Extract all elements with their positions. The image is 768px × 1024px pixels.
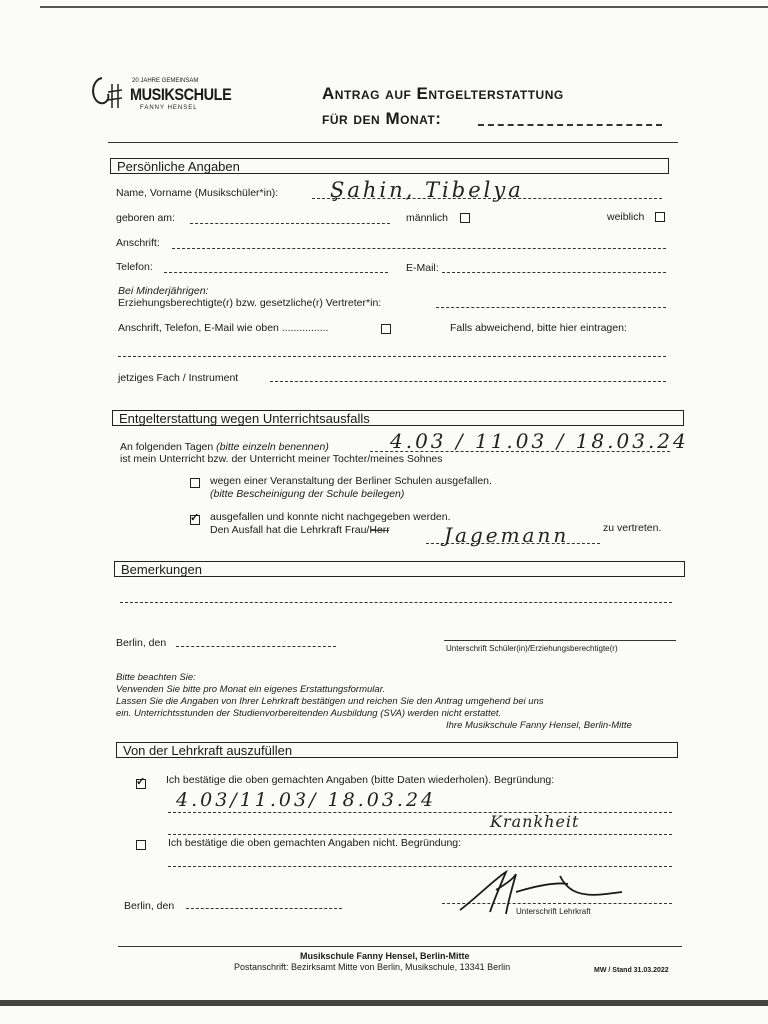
same-contact-label: Anschrift, Telefon, E-Mail wie oben ................	[118, 322, 329, 334]
phone-label: Telefon:	[116, 261, 153, 273]
subject-field[interactable]	[270, 381, 666, 382]
student-signature-caption: Unterschrift Schüler(in)/Erziehungsberechtigte(r)	[446, 644, 618, 653]
days-label-continued: ist mein Unterricht bzw. der Unterricht meiner Tochter/meines Sohnes	[120, 453, 443, 465]
scan-bottom-edge	[0, 1000, 768, 1006]
section-remarks-heading: Bemerkungen	[114, 561, 685, 577]
logo-sub: FANNY HENSEL	[140, 105, 198, 111]
female-label: weiblich	[607, 211, 645, 223]
footer-rule	[118, 946, 682, 947]
confirm-dates-handwritten: 4.03/11.03/ 18.03.24	[176, 789, 437, 811]
teacher-deny-label: Ich bestätige die oben gemachten Angaben nicht. Begründung:	[168, 837, 462, 849]
header-rule	[108, 142, 678, 143]
section-refund-heading: Entgelterstattung wegen Unterrichtsausfalls	[112, 410, 684, 426]
option-event-hint: (bitte Bescheinigung der Schule beilegen)	[210, 488, 405, 500]
section-teacher-heading: Von der Lehrkraft auszufüllen	[116, 742, 678, 758]
days-handwritten-value: 4.03 / 11.03 / 18.03.24	[390, 429, 689, 453]
city-date-field[interactable]	[176, 646, 336, 647]
teacher-confirm-checkbox[interactable]	[136, 779, 146, 789]
teacher-responsible-label: Den Ausfall hat die Lehrkraft Frau/Herr	[210, 524, 390, 536]
email-field[interactable]	[442, 272, 666, 273]
notice-line-1: Verwenden Sie bitte pro Monat ein eigenes Erstattungsformular.	[116, 684, 386, 695]
confirm-reason-field[interactable]	[168, 834, 672, 835]
notice-signoff: Ihre Musikschule Fanny Hensel, Berlin-Mitte	[446, 720, 632, 731]
teacher-signature-caption: Unterschrift Lehrkraft	[516, 907, 591, 916]
responsible-suffix: zu vertreten.	[603, 522, 662, 534]
city-date-label: Berlin, den	[116, 637, 167, 649]
address-label: Anschrift:	[116, 237, 160, 249]
minors-label: Bei Minderjährigen:	[118, 285, 209, 297]
teacher-deny-checkbox[interactable]	[136, 840, 146, 850]
confirm-reason-handwritten: Krankheit	[490, 812, 580, 831]
guardian-field[interactable]	[436, 307, 666, 308]
teacher-city-date-field[interactable]	[186, 908, 342, 909]
deny-reason-field[interactable]	[168, 866, 672, 867]
notice-line-2: Lassen Sie die Angaben von Ihrer Lehrkraft bestätigen und reichen Sie den Antrag umgehend bei uns	[116, 696, 544, 707]
remarks-field[interactable]	[120, 602, 672, 603]
notice-heading: Bitte beachten Sie:	[116, 672, 196, 683]
option-event-label: wegen einer Veranstaltung der Berliner Schulen ausgefallen.	[210, 475, 492, 487]
confirm-dates-field[interactable]	[168, 812, 672, 813]
phone-field[interactable]	[164, 272, 388, 273]
frau-strikethrough	[370, 530, 389, 531]
days-label-main: An folgenden Tagen	[120, 441, 214, 453]
notice-line-3: ein. Unterrichtsstunden der Studienvorbereitenden Ausbildung (SVA) werden nicht erstattet.	[116, 708, 502, 719]
teacher-confirm-label: Ich bestätige die oben gemachten Angaben (bitte Daten wiederholen). Begründung:	[166, 774, 555, 786]
option-cancelled-checkbox[interactable]	[190, 515, 200, 525]
section-personal-heading: Persönliche Angaben	[110, 158, 669, 174]
teacher-city-date-label: Berlin, den	[124, 900, 175, 912]
month-field[interactable]	[478, 124, 662, 126]
logo-name: MUSIKSCHULE	[130, 85, 232, 104]
logo-top-line: 20 JAHRE GEMEINSAM	[132, 78, 199, 84]
school-logo	[88, 74, 232, 118]
born-field[interactable]	[190, 223, 390, 224]
male-checkbox[interactable]	[460, 213, 470, 223]
male-label: männlich	[406, 212, 449, 224]
teacher-handwritten-value: Jagemann	[444, 523, 570, 547]
days-label-hint: (bitte einzeln benennen)	[216, 441, 329, 453]
option-event-checkbox[interactable]	[190, 478, 200, 488]
name-label: Name, Vorname (Musikschüler*in):	[116, 187, 279, 199]
footer-postal-address: Postanschrift: Bezirksamt Mitte von Berlin, Musikschule, 13341 Berlin	[234, 962, 511, 972]
name-handwritten-value: Şahin, Tibelya	[330, 178, 524, 202]
footer-version: MW / Stand 31.03.2022	[594, 967, 669, 974]
footer-school-name: Musikschule Fanny Hensel, Berlin-Mitte	[300, 951, 470, 961]
subject-label: jetziges Fach / Instrument	[118, 372, 239, 384]
same-contact-checkbox[interactable]	[381, 324, 391, 334]
scan-top-edge	[40, 6, 768, 8]
form-title-line1: Antrag auf Entgelterstattung	[322, 84, 564, 103]
guardian-label: Erziehungsberechtigte(r) bzw. gesetzliche(r) Vertreter*in:	[118, 297, 382, 309]
form-title-line2: für den Monat:	[322, 109, 442, 128]
days-label	[120, 441, 329, 453]
student-signature-line[interactable]	[444, 640, 676, 641]
clef-logo-icon	[88, 74, 122, 112]
email-label: E-Mail:	[406, 262, 439, 274]
option-cancelled-label: ausgefallen und konnte nicht nachgegeben werden.	[210, 511, 451, 523]
differs-field[interactable]	[118, 356, 666, 357]
born-label: geboren am:	[116, 212, 175, 224]
differs-label: Falls abweichend, bitte hier eintragen:	[450, 322, 627, 334]
female-checkbox[interactable]	[655, 212, 665, 222]
address-field[interactable]	[172, 248, 666, 249]
